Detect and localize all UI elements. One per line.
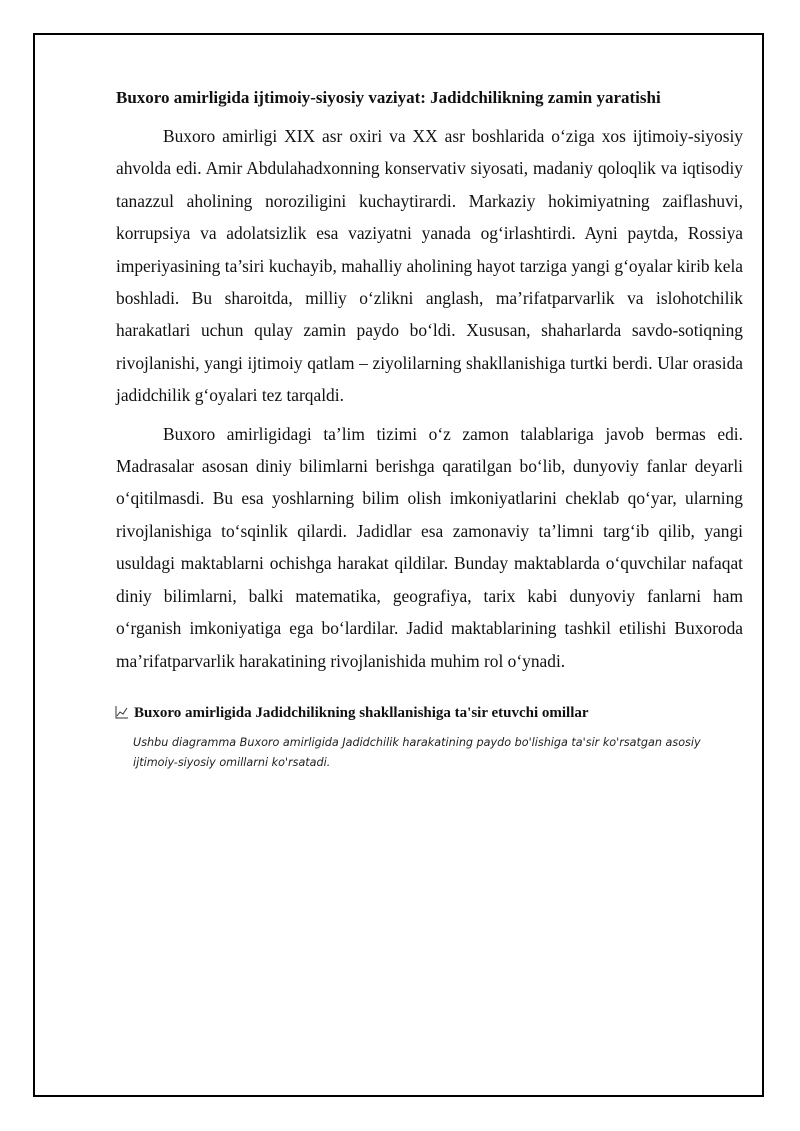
chart-caption: Buxoro amirligida Jadidchilikning shakllanishiga ta'sir etuvchi omillar [134,704,589,721]
paragraph-2: Buxoro amirligidagi ta’lim tizimi o‘z zamon talablariga javob bermas edi. Madrasalar asosan diniy bilimlarni berishga qaratilgan bo‘lib, dunyoviy fanlar deyarli o‘qitilmasdi. Bu esa yoshlarning bilim olish imkoniyatlarini cheklab qo‘yar, ularning rivojlanishiga to‘sqinlik qilardi. Jadidlar esa zamonaviy ta’limni targ‘ib qilib, yangi usuldagi maktablarni ochishga harakat qildilar. Bunday maktablarda o‘quvchilar nafaqat diniy bilimlarni, balki matematika, geografiya, tarix kabi dunyoviy fanlarni ham o‘rganish imkoniyatiga ega bo‘lardilar. Jadid maktablarining tashkil etilishi Buxoroda ma’rifatparvarlik harakatining rivojlanishida muhim rol o‘ynadi. [116,423,743,671]
chart-caption-row [115,703,743,725]
chart-description: Ushbu diagramma Buxoro amirligida Jadidchilik harakatining paydo bo'lishiga ta'sir ko'rsatgan asosiy ijtimoiy-siyosiy omillarni ko'rsatadi. [133,735,701,769]
document-body [116,86,743,773]
document-title: Buxoro amirligida ijtimoiy-siyosiy vaziyat: Jadidchilikning zamin yaratishi [116,88,661,107]
paragraph-1: Buxoro amirligi XIX asr oxiri va XX asr boshlarida o‘ziga xos ijtimoiy-siyosiy ahvolda edi. Amir Abdulahadxonning konservativ siyosati, madaniy qoloqlik va iqtisodiy tanazzul aholining noroziligini kuchaytirardi. Markaziy hokimiyatning zaiflashuvi, korrupsiya va adolatsizlik esa vaziyatni yanada og‘irlashtirdi. Ayni paytda, Rossiya imperiyasining ta’siri kuchayib, mahalliy aholining hayot tarziga yangi g‘oyalar kirib kela boshladi. Bu sharoitda, milliy o‘zlikni anglash, ma’rifatparvarlik va islohotchilik harakatlari uchun qulay zamin paydo bo‘ldi. Xususan, shaharlarda savdo-sotiqning rivojlanishi, yangi ijtimoiy qatlam – ziyolilarning shakllanishiga turtki berdi. Ular orasida jadidchilik g‘oyalari tez tarqaldi. [116,126,743,406]
line-chart-icon [115,705,129,725]
